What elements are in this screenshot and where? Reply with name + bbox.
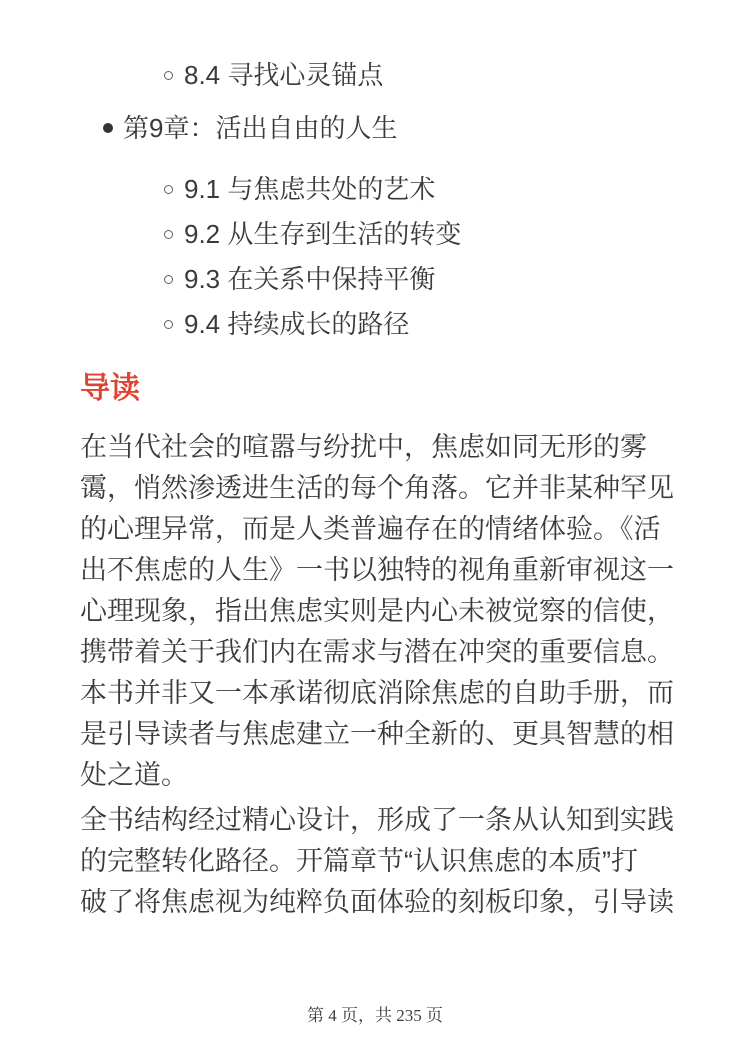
toc-item-label: 9.1 与焦虑共处的艺术 xyxy=(184,174,436,204)
text-line: 全书结构经过精心设计，形成了一条从认知到实践 xyxy=(80,805,674,835)
toc-item-label: 第9章：活出自由的人生 xyxy=(123,113,398,143)
text-line: 本书并非又一本承诺彻底消除焦虑的自助手册，而 xyxy=(80,678,674,708)
text-line: 心理现象，指出焦虑实则是内心未被觉察的信使， xyxy=(80,596,674,626)
intro-paragraph-2 xyxy=(80,800,674,923)
toc-item-9-1 xyxy=(80,173,674,205)
page-footer xyxy=(0,1005,750,1027)
text-line: 是引导读者与焦虑建立一种全新的、更具智慧的相 xyxy=(80,719,674,749)
toc-item-label: 8.4 寻找心灵锚点 xyxy=(184,60,384,90)
text-line: 携带着关于我们内在需求与潜在冲突的重要信息。 xyxy=(80,637,674,667)
text-line: 在当代社会的喧嚣与纷扰中，焦虑如同无形的雾 xyxy=(80,432,647,462)
toc-item-8-4 xyxy=(80,59,674,91)
toc-item-9-4 xyxy=(80,308,674,340)
disc-bullet-icon xyxy=(103,123,113,133)
text-line: 出不焦虑的人生》一书以独特的视角重新审视这一 xyxy=(80,555,674,585)
toc-item-chapter-9 xyxy=(80,112,674,144)
toc-item-9-2 xyxy=(80,218,674,250)
toc-item-label: 9.2 从生存到生活的转变 xyxy=(184,219,462,249)
circle-bullet-icon xyxy=(164,230,173,239)
text-line: 霭，悄然渗透进生活的每个角落。它并非某种罕见 xyxy=(80,473,674,503)
document-page xyxy=(0,59,750,1059)
text-line: 的完整转化路径。开篇章节“认识焦虑的本质”打 xyxy=(80,846,638,876)
intro-paragraph-1 xyxy=(80,427,674,796)
circle-bullet-icon xyxy=(164,275,173,284)
page-content xyxy=(0,59,750,923)
text-line: 处之道。 xyxy=(80,760,188,790)
text-line: 的心理异常，而是人类普遍存在的情绪体验。《活 xyxy=(80,514,661,544)
table-of-contents xyxy=(80,59,674,340)
text-line: 破了将焦虑视为纯粹负面体验的刻板印象，引导读 xyxy=(80,887,674,917)
circle-bullet-icon xyxy=(164,71,173,80)
toc-item-label: 9.3 在关系中保持平衡 xyxy=(184,264,436,294)
intro-section-heading: 导读 xyxy=(80,372,140,405)
circle-bullet-icon xyxy=(164,185,173,194)
page-indicator: 第 4 页，共 235 页 xyxy=(307,1006,443,1025)
toc-item-9-3 xyxy=(80,263,674,295)
circle-bullet-icon xyxy=(164,320,173,329)
toc-item-label: 9.4 持续成长的路径 xyxy=(184,309,410,339)
